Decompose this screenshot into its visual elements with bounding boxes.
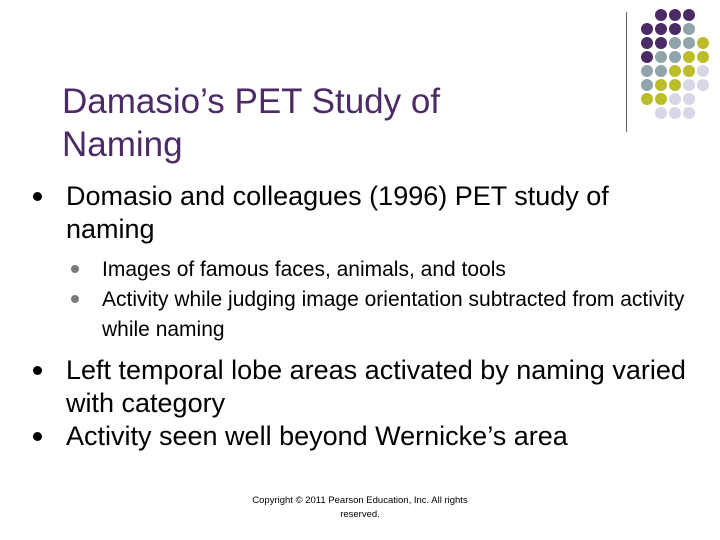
- bullet-dot-icon: [33, 432, 42, 441]
- decorative-dot: [669, 65, 681, 77]
- decorative-dot: [641, 23, 653, 35]
- decorative-dot: [641, 51, 653, 63]
- sub-bullet-item: [66, 285, 690, 345]
- sub-bullet-text: Activity while judging image orientation subtracted from activity while naming: [102, 288, 685, 341]
- slide-title: [62, 80, 582, 166]
- decorative-dot: [683, 51, 695, 63]
- decorative-dot: [683, 79, 695, 91]
- bullet-text: Domasio and colleagues (1996) PET study of naming: [66, 181, 609, 244]
- decorative-dot: [641, 93, 653, 105]
- decorative-dot: [683, 107, 695, 119]
- bullet-text: Activity seen well beyond Wernicke’s area: [66, 421, 568, 451]
- bullet-item: [30, 354, 690, 420]
- bullet-item: [30, 420, 690, 453]
- decorative-dot: [697, 37, 709, 49]
- decorative-dot: [697, 79, 709, 91]
- decorative-dot: [641, 79, 653, 91]
- decorative-dot: [669, 51, 681, 63]
- decorative-dot: [669, 107, 681, 119]
- sub-bullet-dot-icon: [71, 265, 79, 273]
- decorative-dot: [641, 65, 653, 77]
- decorative-divider-line: [626, 12, 627, 132]
- bullet-text: Left temporal lobe areas activated by naming varied with category: [66, 355, 686, 418]
- decorative-dot: [669, 9, 681, 21]
- sub-bullet-dot-icon: [71, 295, 79, 303]
- bullet-dot-icon: [33, 192, 42, 201]
- decorative-dot: [655, 23, 667, 35]
- decorative-dot: [655, 107, 667, 119]
- decorative-dot-grid: [641, 9, 720, 125]
- decorative-dot: [655, 37, 667, 49]
- slide-title-line-2: Naming: [62, 125, 183, 164]
- decorative-dot: [683, 37, 695, 49]
- bullet-item: [30, 180, 690, 246]
- decorative-dot: [655, 65, 667, 77]
- slide-body: [30, 180, 690, 453]
- decorative-dot: [669, 79, 681, 91]
- copyright-footer: Copyright © 2011 Pearson Education, Inc. All rights reserved.: [252, 495, 468, 520]
- decorative-dot: [655, 9, 667, 21]
- decorative-dot: [683, 9, 695, 21]
- decorative-dot: [655, 51, 667, 63]
- decorative-dot: [641, 37, 653, 49]
- decorative-dot: [697, 51, 709, 63]
- decorative-dot: [655, 93, 667, 105]
- decorative-dot: [655, 79, 667, 91]
- decorative-dot: [697, 65, 709, 77]
- decorative-dot: [669, 23, 681, 35]
- decorative-dot: [669, 93, 681, 105]
- decorative-dot: [669, 37, 681, 49]
- sub-bullet-item: [66, 255, 690, 285]
- bullet-dot-icon: [33, 366, 42, 375]
- decorative-dot: [683, 93, 695, 105]
- slide-title-line-1: Damasio’s PET Study of: [62, 82, 441, 121]
- decorative-dot: [683, 65, 695, 77]
- sub-bullet-list: [66, 255, 690, 345]
- decorative-dot: [683, 23, 695, 35]
- sub-bullet-text: Images of famous faces, animals, and tools: [102, 258, 506, 281]
